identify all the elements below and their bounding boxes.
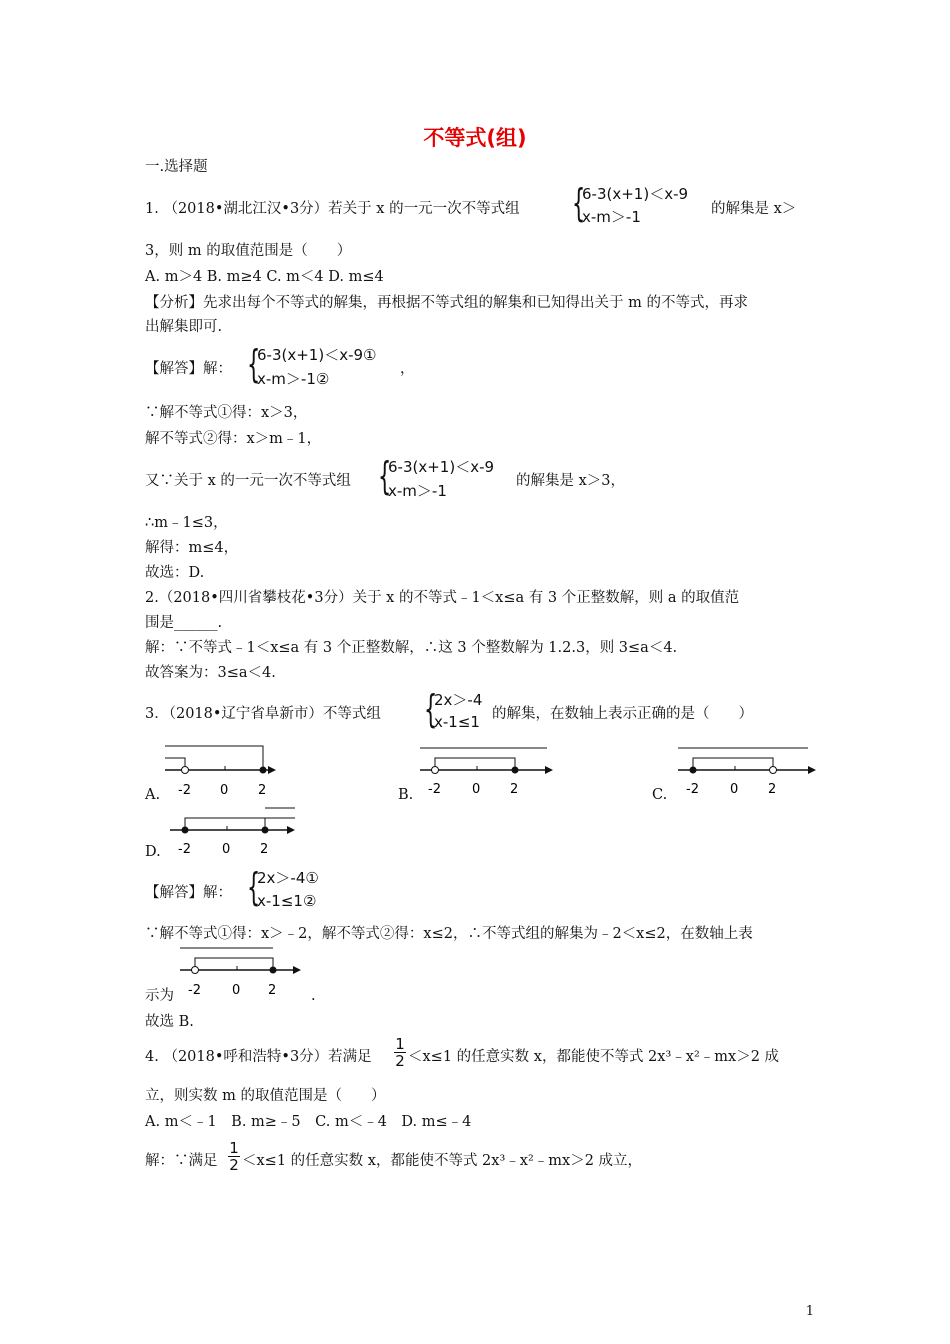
q3-step-2: 示为 bbox=[145, 988, 174, 1004]
q1-sys-line-2: x-m＞-1 bbox=[582, 208, 641, 226]
brace-icon: { bbox=[572, 181, 586, 225]
q1-step3-line-2: x-m＞-1 bbox=[388, 482, 447, 500]
q3-stem-tail: 的解集，在数轴上表示正确的是（ ） bbox=[492, 706, 753, 722]
q4-options: A. m＜﹣1 B. m≥﹣5 C. m＜﹣4 D. m≤﹣4 bbox=[145, 1114, 472, 1130]
q1-inequality-system bbox=[572, 180, 722, 230]
q3-answer-system bbox=[247, 864, 357, 914]
tick-label: -2 bbox=[686, 782, 699, 797]
q3-sys-line-2: x-1≤1 bbox=[434, 713, 480, 731]
tick-label: -2 bbox=[188, 983, 201, 998]
q4-fraction bbox=[394, 1036, 406, 1069]
q3-solution-number-line bbox=[175, 944, 315, 1004]
q3-step-2-tail: . bbox=[311, 988, 316, 1004]
tick-label: 0 bbox=[730, 782, 739, 797]
q1-step-6: 故选：D. bbox=[145, 565, 205, 581]
q3-number-line-a bbox=[160, 742, 300, 802]
q1-stem-line2: 3，则 m 的取值范围是（ ） bbox=[145, 243, 352, 259]
q2-line-1: 2.（2018•四川省攀枝花•3分）关于 x 的不等式﹣1＜x≤a 有 3 个正整数解，则 a 的取值范 bbox=[145, 590, 740, 606]
q3-option-b-label: B. bbox=[398, 787, 414, 803]
tick-label: 0 bbox=[220, 783, 229, 798]
q4-stem-line2: 立，则实数 m 的取值范围是（ ） bbox=[145, 1088, 386, 1104]
tick-label: -2 bbox=[178, 842, 191, 857]
tick-label: 2 bbox=[510, 782, 519, 797]
q1-answer-line-1: 6-3(x+1)＜x-9① bbox=[257, 346, 377, 364]
q1-analysis-1: 【分析】先求出每个不等式的解集，再根据不等式组的解集和已知得出关于 m 的不等式，再求 bbox=[145, 295, 748, 311]
brace-icon: { bbox=[247, 865, 261, 909]
brace-icon: { bbox=[424, 687, 438, 731]
q3-sys-line-1: 2x＞-4 bbox=[434, 691, 483, 709]
q4-stem: 4. （2018•呼和浩特•3分）若满足 bbox=[145, 1049, 372, 1065]
q4-solution-fraction bbox=[228, 1140, 240, 1173]
q1-answer-line-2: x-m＞-1② bbox=[257, 370, 330, 388]
q1-step-2: 解不等式②得：x＞m﹣1， bbox=[145, 431, 322, 447]
q4-solution: 解：∵满足 bbox=[145, 1153, 218, 1169]
tick-label: 2 bbox=[258, 783, 267, 798]
fraction-denominator: 2 bbox=[395, 1052, 405, 1070]
q1-stem: 1. （2018•湖北江汉•3分）若关于 x 的一元一次不等式组 bbox=[145, 201, 520, 217]
brace-icon: { bbox=[378, 454, 392, 498]
fraction-numerator: 1 bbox=[229, 1139, 239, 1157]
q3-step-1: ∵解不等式①得：x＞﹣2，解不等式②得：x≤2，∴不等式组的解集为﹣2＜x≤2，在数轴上表 bbox=[145, 926, 753, 942]
q1-step-3-system bbox=[378, 453, 528, 503]
page-title: 不等式(组) bbox=[423, 126, 527, 150]
q3-answer-line-2: x-1≤1② bbox=[257, 892, 317, 910]
tick-label: 0 bbox=[222, 842, 231, 857]
q1-analysis-2: 出解集即可. bbox=[145, 319, 223, 335]
q2-line-2: 围是______. bbox=[145, 615, 223, 631]
q1-sys-line-1: 6-3(x+1)＜x-9 bbox=[582, 185, 689, 203]
q1-step-1: ∵解不等式①得：x＞3， bbox=[145, 405, 308, 421]
q1-step-5: 解得：m≤4， bbox=[145, 540, 239, 556]
tick-label: 2 bbox=[268, 983, 277, 998]
q1-step3-line-1: 6-3(x+1)＜x-9 bbox=[388, 458, 495, 476]
q3-number-line-d bbox=[165, 802, 305, 862]
q1-answer-system bbox=[247, 341, 417, 391]
q4-solution-tail: ＜x≤1 的任意实数 x，都能使不等式 2x³﹣x²﹣mx＞2 成立， bbox=[242, 1153, 643, 1169]
tick-label: -2 bbox=[178, 783, 191, 798]
q1-step-3: 又∵关于 x 的一元一次不等式组 bbox=[145, 473, 351, 489]
q3-option-d-label: D. bbox=[145, 844, 161, 860]
q4-stem-tail: ＜x≤1 的任意实数 x，都能使不等式 2x³﹣x²﹣mx＞2 成 bbox=[408, 1049, 780, 1065]
page-number: 1 bbox=[805, 1304, 814, 1319]
q3-step-3: 故选 B. bbox=[145, 1014, 194, 1030]
q1-options: A. m＞4 B. m≥4 C. m＜4 D. m≤4 bbox=[145, 269, 384, 285]
q3-option-c-label: C. bbox=[652, 787, 668, 803]
q2-line-3: 解：∵不等式﹣1＜x≤a 有 3 个正整数解，∴这 3 个整数解为 1.2.3，则 3≤a＜4. bbox=[145, 640, 678, 656]
tick-label: 2 bbox=[260, 842, 269, 857]
tick-label: 2 bbox=[768, 782, 777, 797]
brace-icon: { bbox=[247, 342, 261, 386]
tick-label: 0 bbox=[472, 782, 481, 797]
q1-step-4: ∴m﹣1≤3， bbox=[145, 515, 228, 531]
q1-answer-comma: ， bbox=[400, 361, 415, 377]
fraction-denominator: 2 bbox=[229, 1156, 239, 1174]
tick-label: -2 bbox=[428, 782, 441, 797]
q1-stem-tail: 的解集是 x＞ bbox=[711, 201, 797, 217]
q3-number-line-b bbox=[415, 740, 575, 800]
q1-answer-label: 【解答】解： bbox=[145, 361, 232, 377]
fraction-numerator: 1 bbox=[395, 1035, 405, 1053]
tick-label: 0 bbox=[232, 983, 241, 998]
q3-number-line-c bbox=[673, 740, 833, 800]
section-heading: 一.选择题 bbox=[145, 159, 208, 175]
q3-option-a-label: A. bbox=[145, 787, 161, 803]
q3-stem: 3．（2018•辽宁省阜新市）不等式组 bbox=[145, 706, 381, 722]
q3-answer-label: 【解答】解： bbox=[145, 885, 232, 901]
q1-step-3-tail: 的解集是 x＞3， bbox=[516, 473, 626, 489]
q3-answer-line-1: 2x＞-4① bbox=[257, 869, 319, 887]
q2-line-4: 故答案为：3≤a＜4. bbox=[145, 665, 276, 681]
